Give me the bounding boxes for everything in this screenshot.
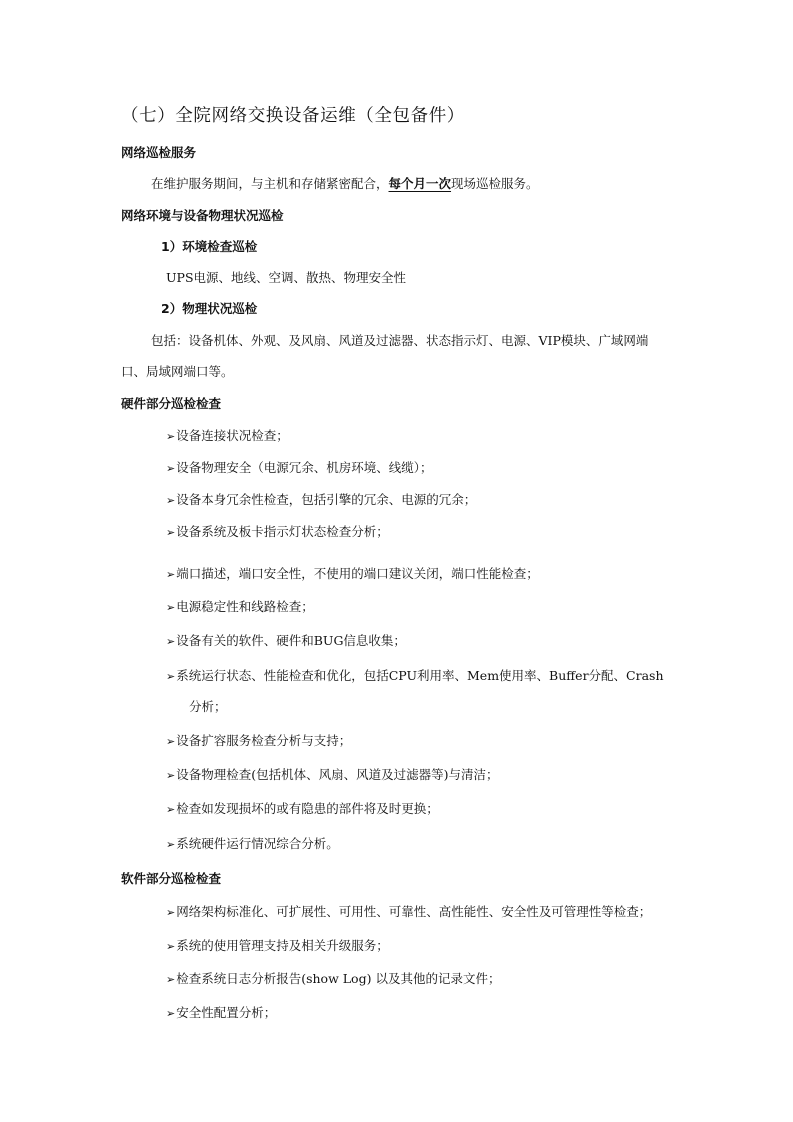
bullet-arrow-icon: ➢: [166, 568, 176, 581]
list-item: [166, 598, 314, 617]
list-item-continuation: 分析；: [189, 699, 227, 714]
bullet-arrow-icon: ➢: [166, 430, 176, 443]
list-item-text: 设备物理安全（电源冗余、机房环境、线缆）；: [176, 460, 433, 475]
list-item-text: 系统硬件运行情况综合分析。: [176, 836, 339, 851]
list-item: [166, 427, 289, 446]
list-item: [166, 1004, 276, 1023]
list-item-text: 网络架构标准化、可扩展性、可用性、可靠性、高性能性、安全性及可管理性等检查；: [176, 904, 652, 919]
bullet-arrow-icon: ➢: [166, 906, 176, 919]
bullet-arrow-icon: ➢: [166, 769, 176, 782]
bullet-arrow-icon: ➢: [166, 1007, 176, 1020]
list-item-text: 系统的使用管理支持及相关升级服务；: [176, 938, 389, 953]
list-item-text: 安全性配置分析；: [176, 1005, 277, 1020]
list-item: [166, 523, 389, 542]
physical-check-text-line2: 口、局域网端口等。: [121, 364, 234, 379]
bullet-arrow-icon: ➢: [166, 635, 176, 648]
bullet-arrow-icon: ➢: [166, 526, 176, 539]
list-item: [166, 800, 439, 819]
list-item-text: 检查如发现损坏的或有隐患的部件将及时更换；: [176, 801, 439, 816]
list-item-text: 设备有关的软件、硬件和BUG信息收集；: [176, 633, 406, 648]
list-item-text: 端口描述，端口安全性，不使用的端口建议关闭，端口性能检查；: [176, 566, 539, 581]
patrol-service-text-before: 在维护服务期间，与主机和存储紧密配合，: [151, 176, 389, 191]
patrol-service-text-after: 现场巡检服务。: [451, 176, 539, 191]
bullet-arrow-icon: ➢: [166, 494, 176, 507]
list-item: [166, 835, 339, 854]
list-item: [166, 565, 539, 584]
bullet-arrow-icon: ➢: [166, 940, 176, 953]
bullet-arrow-icon: ➢: [166, 973, 176, 986]
list-item: [166, 632, 406, 651]
list-item-text: 电源稳定性和线路检查；: [176, 599, 314, 614]
bullet-arrow-icon: ➢: [166, 670, 176, 683]
bullet-arrow-icon: ➢: [166, 601, 176, 614]
list-item: [166, 667, 664, 686]
section-heading-environment: 网络环境与设备物理状况巡检: [121, 208, 284, 223]
section-heading-patrol-service: 网络巡检服务: [121, 145, 197, 160]
list-item: [166, 459, 432, 478]
list-item: [166, 937, 389, 956]
list-item: [166, 766, 498, 785]
list-item: [166, 970, 500, 989]
list-item-text: 检查系统日志分析报告(show Log) 以及其他的记录文件；: [176, 971, 501, 986]
list-item: [166, 491, 476, 510]
patrol-frequency-emphasis: 每个月一次: [388, 176, 452, 191]
bullet-arrow-icon: ➢: [166, 838, 176, 851]
bullet-arrow-icon: ➢: [166, 735, 176, 748]
list-item-text: 系统运行状态、性能检查和优化，包括CPU利用率、Mem使用率、Buffer分配、Crash: [176, 668, 664, 683]
list-item: [166, 732, 351, 751]
list-item-text: 设备系统及板卡指示灯状态检查分析；: [176, 524, 389, 539]
subheading-physical-check: 2）物理状况巡检: [161, 301, 258, 316]
page-title: （七）全院网络交换设备运维（全包备件）: [121, 106, 465, 126]
list-item-text: 设备本身冗余性检查，包括引擎的冗余、电源的冗余；: [176, 492, 477, 507]
section-heading-software: 软件部分巡检检查: [121, 871, 222, 886]
bullet-arrow-icon: ➢: [166, 803, 176, 816]
list-item-text: 设备扩容服务检查分析与支持；: [176, 733, 352, 748]
patrol-service-paragraph: [151, 175, 539, 193]
section-heading-hardware: 硬件部分巡检检查: [121, 396, 222, 411]
list-item: [166, 903, 651, 922]
subheading-environment-check: 1）环境检查巡检: [161, 239, 258, 254]
physical-check-text-line1: 包括：设备机体、外观、及风扇、风道及过滤器、状态指示灯、电源、VIP模块、广域网端: [151, 333, 649, 348]
list-item-text: 设备物理检查(包括机体、风扇、风道及过滤器等)与清洁；: [176, 767, 499, 782]
list-item-text: 设备连接状况检查；: [176, 428, 289, 443]
environment-check-text: UPS电源、地线、空调、散热、物理安全性: [166, 270, 407, 285]
bullet-arrow-icon: ➢: [166, 462, 176, 475]
